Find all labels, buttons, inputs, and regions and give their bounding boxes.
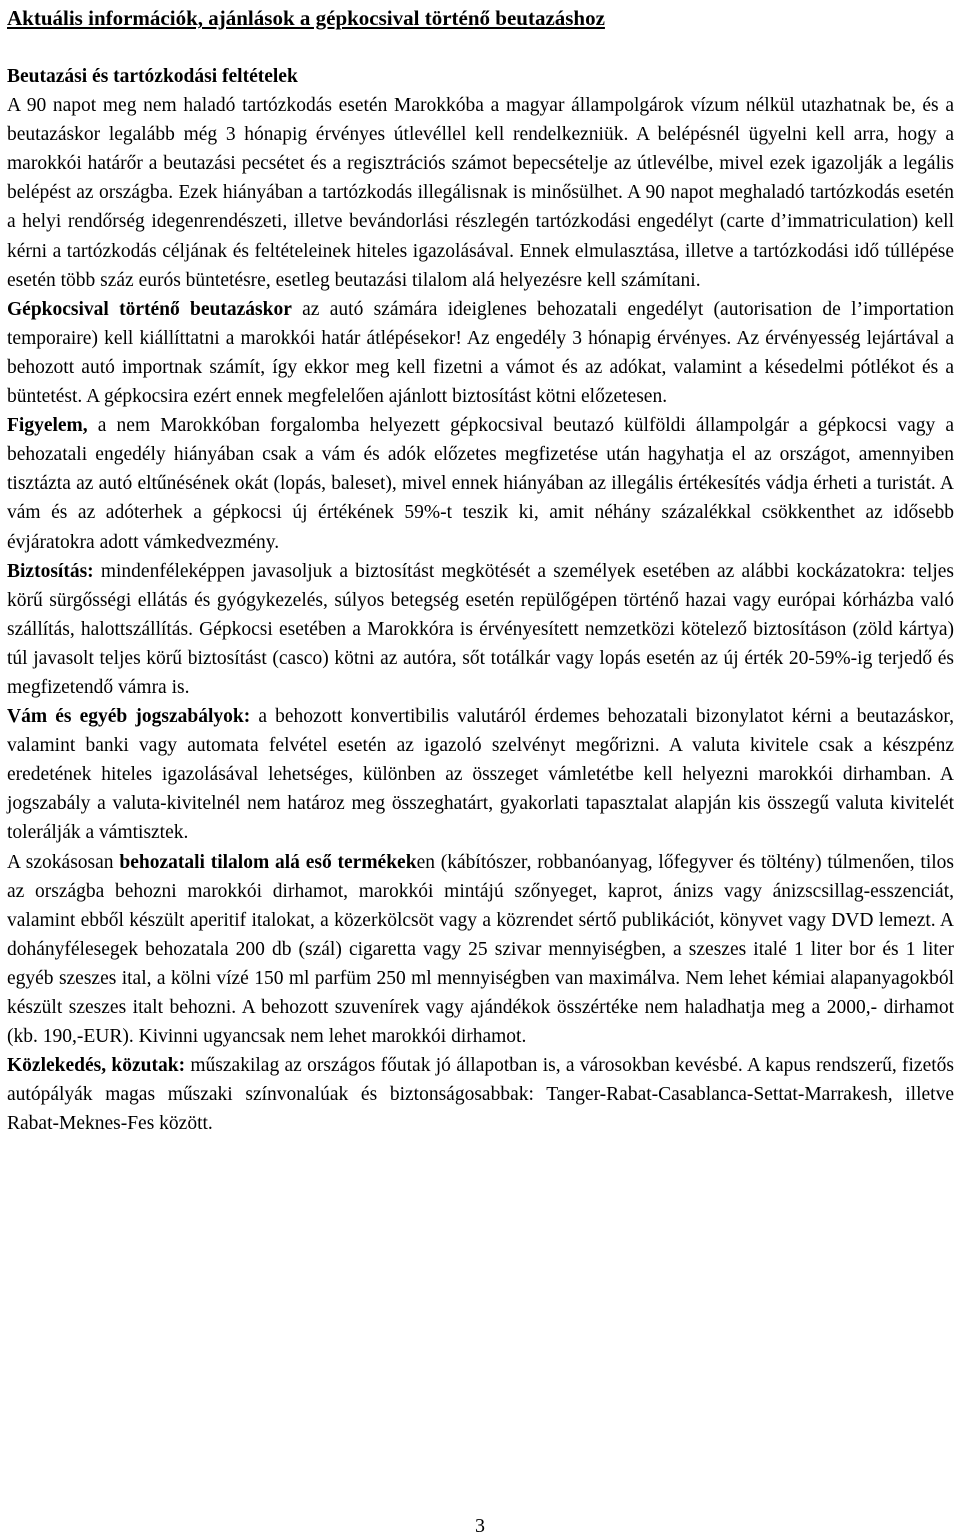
paragraph-prohibited-goods-text: en (kábítószer, robbanóanyag, lőfegyver és töltény) túlmenően, tilos az országba behozni marokkói dirhamot, marokkói mintájú szőnyeget, kaprot, ánizs vagy ánizscsillag-esszenciát, valamint ebből készült aperitif italokat, a közerkölcsöt vagy a közrendet sértő publikációt, könyvet vagy DVD lemezt. A dohányfélesegek behozatala 200 db (szál) cigaretta vagy 25 szivar mennyiségben, a szeszes italé 1 liter bor és 1 liter egyéb szeszes ital, a kölni vízé 150 ml parfüm 250 ml mennyiségben van maximálva. Nem lehet kémiai alapanyagokból készült szeszes italt behozni. A behozott szuvenírek vagy ajándékok összértéke nem haladhatja meg a 2000,- dirhamot (kb. 190,-EUR). Kivinni ugyancsak nem lehet marokkói dirhamot. bbox=[7, 851, 954, 1048]
document-title: Aktuális információk, ajánlások a gépkocsival történő beutazáshoz bbox=[7, 6, 605, 30]
paragraph-roads-lead: Közlekedés, közutak: bbox=[7, 1055, 186, 1077]
document-page bbox=[7, 0, 954, 1138]
paragraph-customs-text: a behozott konvertibilis valutáról érdemes behozatali bizonylatot kérni a beutazáskor, valamint banki vagy automata felvétel esetén az igazoló szelvényt megőrizni. A valuta kivitele csak a készpénz eredetének hiteles igazolásával lehetséges, különben az összeget vámletétbe kell helyezni marokkói dirhamban. A jogszabály a valuta-kivitelnél nem határoz meg összeghatárt, gyakorlati tapasztalat alapján kis összegű valuta kivitelét tolerálják a vámtisztek. bbox=[7, 706, 954, 844]
paragraph-roads-text: műszakilag az országos főutak jó állapotban is, a városokban kevésbé. A kapus rendszerű, fizetős autópályák magas műszaki színvonalúak és biztonságosabbak: Tanger-Rabat-Casablanca-Settat-Marrakesh, illetve Rabat-Meknes-Fes között. bbox=[7, 1055, 954, 1135]
paragraph-car-entry-text: az autó számára ideiglenes behozatali engedélyt (autorisation de l’importation temporaire) kell kiállíttatni a marokkói határ átlépésekor! Az engedély 3 hónapig érvényes. Az érvényesség lejártával a behozott autó importnak számít, így ekkor meg kell fizetni a vámot és az adókat, valamint a késedelmi pótlékot és a büntetést. A gépkocsira ezért ennek megfelelően ajánlott biztosítást kötni előzetesen. bbox=[7, 298, 954, 408]
document-body bbox=[7, 62, 954, 1138]
page-number: 3 bbox=[475, 1515, 485, 1537]
paragraph-warning-text: a nem Marokkóban forgalomba helyezett gépkocsival beutazó külföldi állampolgár a gépkocsi vagy a behozatali engedély hiányában csak a vám és adók előzetes megfizetése után hagyhatja el az országot, amennyiben tisztázta az autó eltűnésének okát (lopás, baleset), mivel ennek hiányában az illegális értékesítés vádja érheti a turistát. A vám és az adóterhek a gépkocsi új értékének 59%-t teszik ki, amit néhány százalékkal csökkenthet az idősebb évjáratokra adott vámkedvezmény. bbox=[7, 415, 954, 553]
paragraph-insurance-lead: Biztosítás: bbox=[7, 560, 94, 582]
paragraph-entry-conditions-text: A 90 napot meg nem haladó tartózkodás esetén Marokkóba a magyar állampolgárok vízum nélkül utazhatnak be, és a beutazáskor legalább még 3 hónapig érvényes útlevéllel kell rendelkezniük. A belépésnél ügyelni kell arra, hogy a marokkói határőr a beutazási pecsétet és a regisztrációs számot bepecsételje az útlevélbe, mivel ezek igazolják a legális belépést az országba. Ezek hiányában a tartózkodás illegálisnak is minősülhet. A 90 napot meghaladó tartózkodás esetén a helyi rendőrség idegenrendészeti, illetve bevándorlási részlegén tartózkodási engedélyt (carte d’immatriculation) kell kérni a tartózkodás céljának és feltételeinek hiteles igazolásával. Ennek elmulasztása, illetve a tartózkodási idő túllépése esetén több száz eurós büntetésre, esetleg beutazási tilalom alá helyezésre kell számítani. bbox=[7, 95, 954, 291]
paragraph-prohibited-goods-lead: behozatali tilalom alá eső termékek bbox=[119, 851, 417, 873]
paragraph-car-entry-lead: Gépkocsival történő beutazáskor bbox=[7, 298, 292, 320]
paragraph-insurance bbox=[7, 557, 954, 702]
paragraph-warning bbox=[7, 411, 954, 556]
paragraph-customs bbox=[7, 702, 954, 847]
paragraph-warning-lead: Figyelem, bbox=[7, 415, 88, 437]
paragraph-insurance-text: mindenféleképpen javasoljuk a biztosítást megkötését a személyek esetében az alábbi kockázatokra: teljes körű sürgősségi ellátás és gyógykezelés, súlyos betegség esetén repülőgépen történő hazai vagy európai kórházba való szállítás, halottszállítás. Gépkocsi esetében a Marokkóra is érvényesített nemzetközi kötelező biztosításon (zöld kártya) túl javasolt teljes körű biztosítást (casco) kötni az autóra, sőt totálkár vagy lopás esetén az új érték 20-59%-ig terjedő és megfizetendő vámra is. bbox=[7, 560, 954, 698]
paragraph-entry-conditions bbox=[7, 91, 954, 295]
paragraph-customs-lead: Vám és egyéb jogszabályok: bbox=[7, 706, 251, 728]
paragraph-prohibited-goods bbox=[7, 848, 954, 1052]
paragraph-car-entry bbox=[7, 295, 954, 411]
section-heading: Beutazási és tartózkodási feltételek bbox=[7, 66, 298, 87]
paragraph-prohibited-goods-start: A szokásosan bbox=[7, 851, 120, 873]
paragraph-roads bbox=[7, 1051, 954, 1138]
